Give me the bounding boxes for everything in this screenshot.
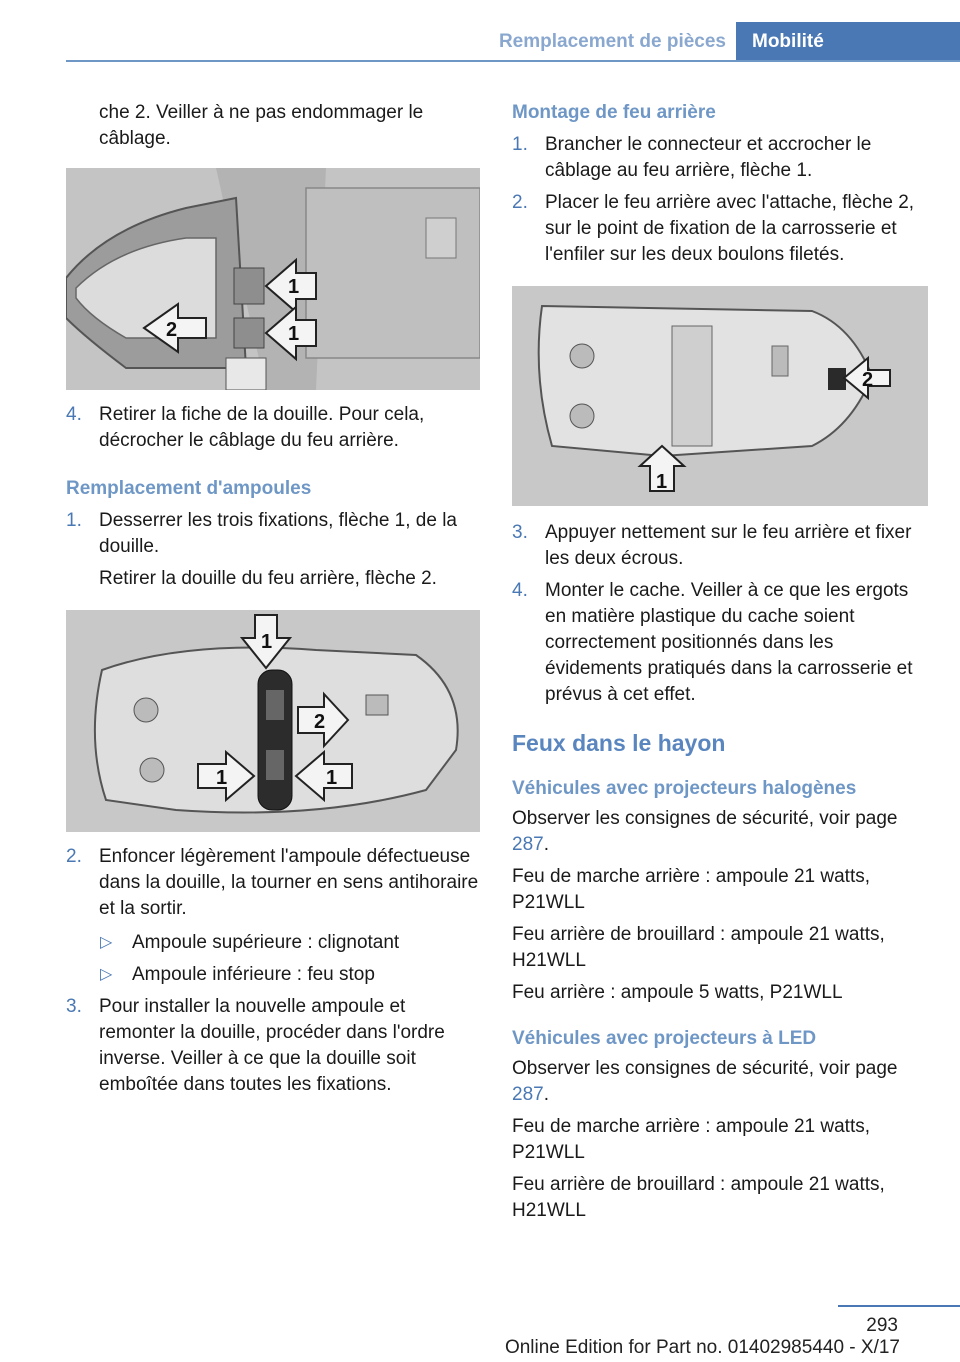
left-column <box>66 100 480 1098</box>
heading-tailgate-lights: Feux dans le hayon <box>512 730 726 756</box>
step-text: Appuyer nettement sur le feu arrière et fixer les deux écrous. <box>545 522 912 569</box>
step-number: 2. <box>66 846 82 867</box>
bullet-lower-bulb <box>66 962 480 988</box>
bullet-text: Ampoule supérieure : clignotant <box>132 932 400 953</box>
step-subtext: Retirer la douille du feu arrière, flèche 2. <box>99 568 437 589</box>
mount-step-4 <box>512 578 928 708</box>
right-column <box>512 100 928 1224</box>
header-rule <box>66 60 960 62</box>
halogen-fog-light: Feu arrière de brouillard : ampoule 21 watts, H21WLL <box>512 924 885 971</box>
step-4-unplug <box>66 402 480 454</box>
fig3-label-2: 2 <box>862 369 874 391</box>
halogen-safety-note: Observer les consignes de sécurité, voir page 287. <box>512 808 898 855</box>
step-number: 2. <box>512 192 528 213</box>
fig2-label-2: 2 <box>314 711 326 733</box>
heading-led-vehicles: Véhicules avec projecteurs à LED <box>512 1028 817 1049</box>
step-text: Desserrer les trois fixations, flèche 1, de la douille. <box>99 510 457 557</box>
bulb-step-3 <box>66 994 480 1098</box>
triangle-bullet-icon: ▷ <box>100 966 113 983</box>
step-text: Retirer la fiche de la douille. Pour cela, décrocher le câblage du feu arrière. <box>99 404 425 451</box>
step-number: 4. <box>512 580 528 601</box>
figure-taillight-mounting <box>512 286 928 506</box>
bullet-text: Ampoule inférieure : feu stop <box>132 964 375 985</box>
heading-bulb-replacement: Remplacement d'ampoules <box>66 478 312 499</box>
footer-rule <box>838 1305 960 1307</box>
mount-step-3 <box>512 520 928 572</box>
intro-text: che 2. Veiller à ne pas endommager le câblage. <box>99 102 424 149</box>
fig2-label-1-top: 1 <box>261 631 273 653</box>
step-text: Brancher le connecteur et accrocher le câblage au feu arrière, flèche 1. <box>545 134 872 181</box>
step-number: 3. <box>66 996 82 1017</box>
step-number: 1. <box>512 134 528 155</box>
page-number: 293 <box>866 1315 898 1336</box>
triangle-bullet-icon: ▷ <box>100 934 113 951</box>
figure-taillight-connector <box>66 168 480 390</box>
fig2-label-1-right: 1 <box>326 767 338 789</box>
bullet-upper-bulb <box>66 930 480 956</box>
step-text: Enfoncer légèrement l'ampoule défectueuse dans la douille, la tourner en sens antihoraire et la sortir. <box>99 846 479 919</box>
online-edition-note: Online Edition for Part no. 01402985440 - X/17 <box>504 1337 900 1358</box>
bulb-step-2 <box>66 844 480 922</box>
bulb-step-1 <box>66 508 480 592</box>
fig2-label-1-left: 1 <box>216 767 228 789</box>
fig1-label-1a: 1 <box>288 276 300 298</box>
halogen-tail-light: Feu arrière : ampoule 5 watts, P21WLL <box>512 982 843 1003</box>
led-safety-note: Observer les consignes de sécurité, voir page 287. <box>512 1058 898 1105</box>
halogen-reverse-light: Feu de marche arrière : ampoule 21 watts, P21WLL <box>512 866 871 913</box>
fig1-label-2: 2 <box>166 319 178 341</box>
figure-bulb-socket <box>66 610 480 832</box>
mount-step-1 <box>512 132 928 184</box>
led-reverse-light: Feu de marche arrière : ampoule 21 watts, P21WLL <box>512 1116 871 1163</box>
running-header-section: Remplacement de pièces <box>498 31 726 52</box>
fig3-label-1: 1 <box>656 471 668 493</box>
page-link-287[interactable]: 287 <box>512 834 544 855</box>
running-header-chapter-tab: Mobilité <box>736 22 960 62</box>
step-text: Monter le cache. Veiller à ce que les ergots en matière plastique du cache soient correctement positionnés dans les évidements pratiqués dans la carrosserie et prévus à cet effet. <box>545 580 913 705</box>
step-text: Placer le feu arrière avec l'attache, flèche 2, sur le point de fixation de la carrosserie et l'enfiler sur les deux boulons filetés. <box>545 192 915 265</box>
step-number: 4. <box>66 404 82 425</box>
step-number: 1. <box>66 510 82 531</box>
heading-halogen-vehicles: Véhicules avec projecteurs halogènes <box>512 778 857 799</box>
step-number: 3. <box>512 522 528 543</box>
page-link-287[interactable]: 287 <box>512 1084 544 1105</box>
step-text: Pour installer la nouvelle ampoule et remonter la douille, procéder dans l'ordre inverse. Veiller à ce que la douille soit emboîtée dans toutes les fixations. <box>99 996 445 1095</box>
mount-step-2 <box>512 190 928 268</box>
led-fog-light: Feu arrière de brouillard : ampoule 21 watts, H21WLL <box>512 1174 885 1221</box>
fig1-label-1b: 1 <box>288 323 300 345</box>
heading-mount-taillight: Montage de feu arrière <box>512 102 716 123</box>
